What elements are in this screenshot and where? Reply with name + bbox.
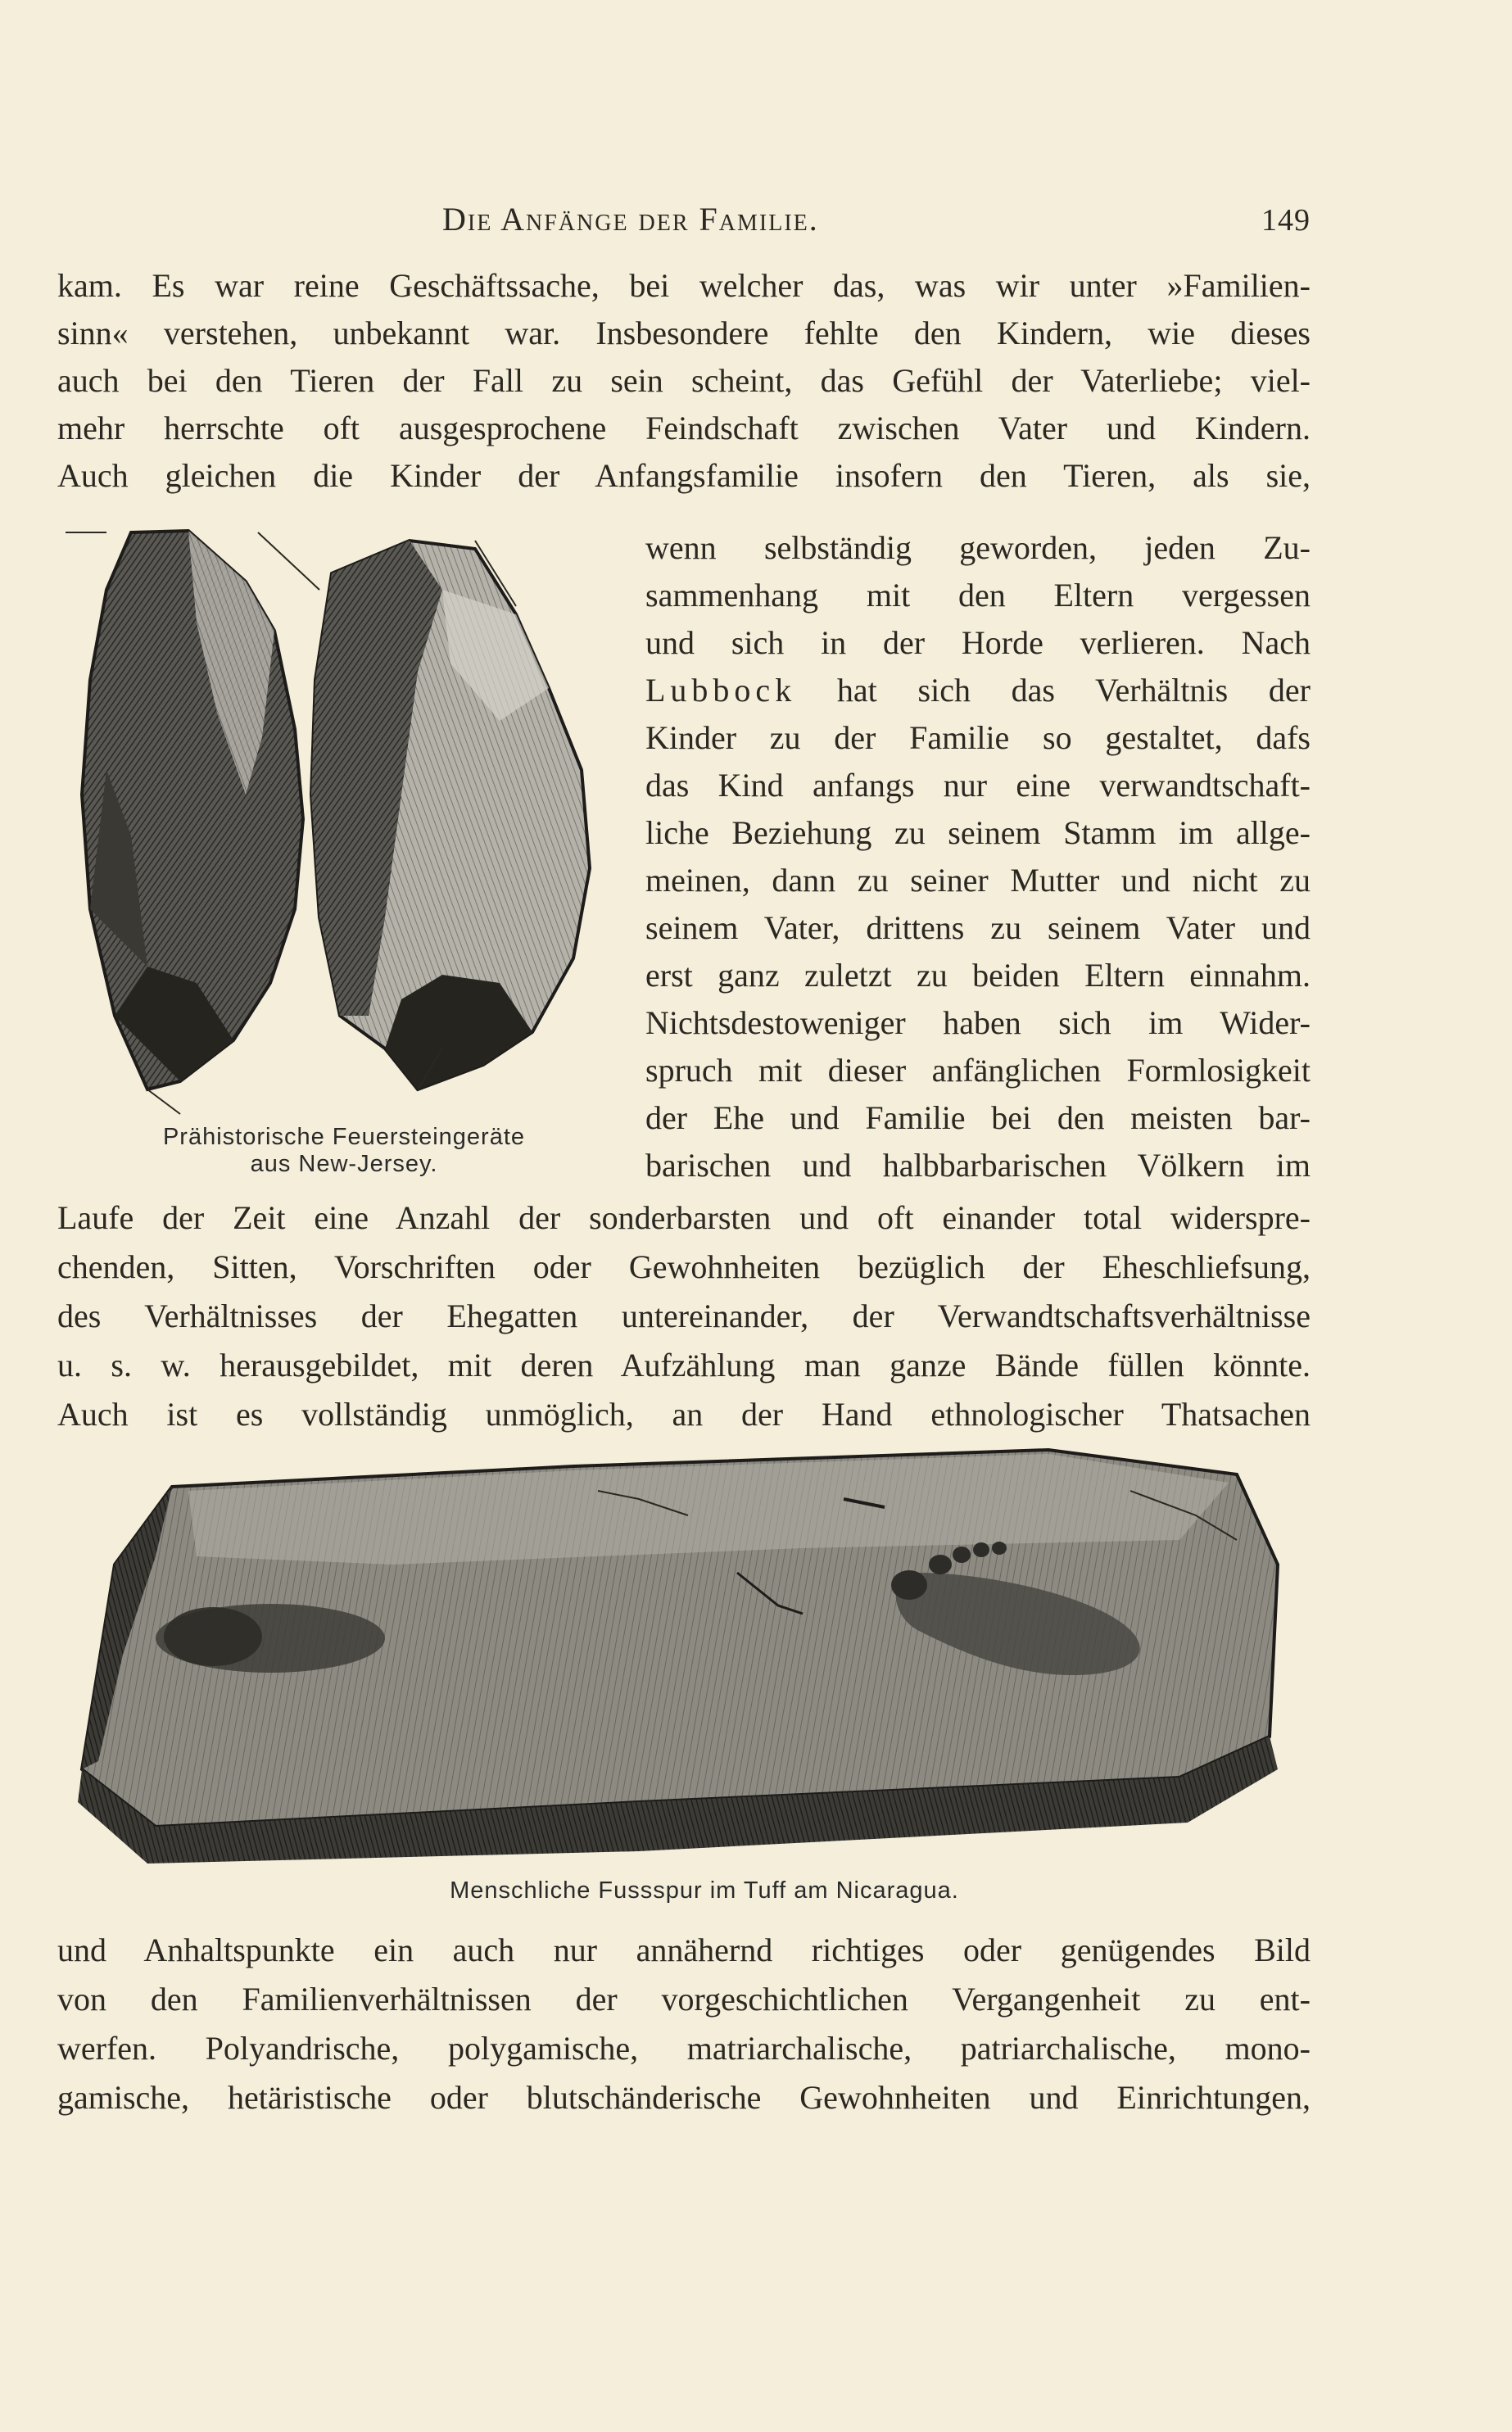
text-line: werfen. Polyandrische, polygamische, matriarchalische, patriarchalische, mono- xyxy=(57,2030,1311,2067)
footprint-slab-illustration xyxy=(66,1442,1327,1868)
caption-line: aus New-Jersey. xyxy=(250,1151,438,1177)
page-number: 149 xyxy=(1261,203,1311,238)
text-line: gamische, hetäristische oder blutschänderische Gewohnheiten und Einrichtungen, xyxy=(57,2079,1311,2116)
text-line: und sich in der Horde verlieren. Nach xyxy=(645,624,1311,661)
text-line: u. s. w. herausgebildet, mit deren Aufzählung man ganze Bände füllen könnte. xyxy=(57,1347,1311,1384)
text-line: auch bei den Tieren der Fall zu sein scheint, das Gefühl der Vaterliebe; viel- xyxy=(57,362,1311,399)
flint-tools-illustration xyxy=(57,524,614,1130)
text-line: Auch gleichen die Kinder der Anfangsfamilie insofern den Tieren, als sie, xyxy=(57,457,1311,494)
text-line: von den Familienverhältnissen der vorgeschichtlichen Vergangenheit zu ent- xyxy=(57,1981,1311,2018)
text-line: kam. Es war reine Geschäftssache, bei welcher das, was wir unter »Familien- xyxy=(57,267,1311,304)
text-line: mehr herrschte oft ausgesprochene Feindschaft zwischen Vater und Kindern. xyxy=(57,410,1311,446)
text-line: Auch ist es vollständig unmöglich, an der Hand ethnologischer Thatsachen xyxy=(57,1396,1311,1433)
text-line: Nichtsdestoweniger haben sich im Wider- xyxy=(645,1004,1311,1041)
text-line: sammenhang mit den Eltern vergessen xyxy=(645,577,1311,614)
text-line: und Anhaltspunkte ein auch nur annähernd richtiges oder genügendes Bild xyxy=(57,1932,1311,1968)
text-line: barischen und halbbarbarischen Völkern im xyxy=(645,1147,1311,1184)
author-name: Lubbock xyxy=(645,672,797,709)
text-line: sinn« verstehen, unbekannt war. Insbesondere fehlte den Kindern, wie dieses xyxy=(57,315,1311,351)
text-line: des Verhältnisses der Ehegatten untereinander, der Verwandtschaftsverhältnisse xyxy=(57,1298,1311,1334)
running-title: Die Anfänge der Familie. xyxy=(442,201,819,238)
text-line: spruch mit dieser anfänglichen Formlosigkeit xyxy=(645,1052,1311,1089)
text-line: der Ehe und Familie bei den meisten bar- xyxy=(645,1099,1311,1136)
caption-line: Prähistorische Feuersteingeräte xyxy=(162,1124,526,1150)
running-head xyxy=(57,200,1311,238)
text-line: Lubbock hat sich das Verhältnis der xyxy=(645,672,1311,709)
figure-caption-footprint: Menschliche Fussspur im Tuff am Nicaragua. xyxy=(450,1877,959,1904)
text-line: meinen, dann zu seiner Mutter und nicht zu xyxy=(645,862,1311,899)
text-line: erst ganz zuletzt zu beiden Eltern einnahm. xyxy=(645,957,1311,994)
text-line: wenn selbständig geworden, jeden Zu- xyxy=(645,529,1311,566)
text-line: liche Beziehung zu seinem Stamm im allge- xyxy=(645,814,1311,851)
text-line: das Kind anfangs nur eine verwandtschaft- xyxy=(645,767,1311,804)
figure-caption-flints xyxy=(115,1124,573,1178)
text-line: Laufe der Zeit eine Anzahl der sonderbarsten und oft einander total widerspre- xyxy=(57,1199,1311,1236)
text-line: seinem Vater, drittens zu seinem Vater und xyxy=(645,909,1311,946)
text-line: chenden, Sitten, Vorschriften oder Gewohnheiten bezüglich der Eheschliefsung, xyxy=(57,1248,1311,1285)
text-line: Kinder zu der Familie so gestaltet, dafs xyxy=(645,719,1311,756)
